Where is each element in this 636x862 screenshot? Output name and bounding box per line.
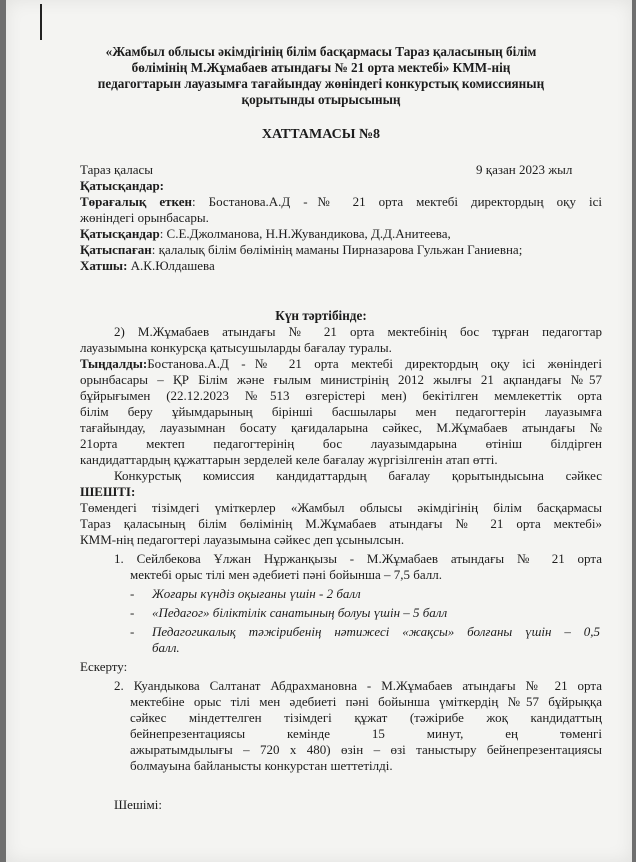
absent-text: : қалалық білім бөлімінің маманы Пирназарова Гульжан Ганиевна; — [151, 242, 523, 257]
candidate-2-line-3: сәйкес міндеттелген тізімдегі құжат (тәжірибе жоқ кандидаттың — [130, 710, 602, 725]
members-label: Қатысқандар — [80, 226, 160, 241]
commission-line: Конкурстық комиссия кандидаттардың бағалау қорытындысына сәйкес — [114, 468, 602, 483]
chair-label: Төрағалық еткен — [80, 194, 192, 209]
candidate-1-line-1: 1. Сейлбекова Ұлжан Нұржанқызы - М.Жұмабаев атындағы № 21 орта — [114, 551, 602, 566]
bullet-1: Жоғары күндіз оқығаны үшін - 2 балл — [152, 586, 361, 601]
listened-line-4: білім беру ұйымдарының бірінші басшылары мен педагогтерін лауазымға — [80, 404, 602, 419]
header-line-1: «Жамбыл облысы әкімдігінің білім басқармасы Тараз қаласының білім — [105, 44, 537, 59]
bullet-2: «Педагог» біліктілік санатының болуы үшін – 5 балл — [152, 605, 448, 620]
decision-heading: ШЕШТІ: — [80, 484, 136, 499]
decision-line-2: Тараз қаласының білім бөлімінің М.Жұмабаев атындағы № 21 орта мектебі» — [80, 516, 602, 531]
note-label: Ескерту: — [80, 659, 128, 674]
chair-line-2: жөніндегі орынбасары. — [80, 210, 209, 225]
header-line-2: бөлімінің М.Жұмабаев атындағы № 21 орта мектебі» КММ-нің — [131, 60, 511, 75]
candidate-2-line-5: ажыратымдылығы – 720 х 480) өзін – өзі таныстыру бейнепрезентациясы — [130, 742, 602, 757]
members-text: : С.Е.Джолманова, Н.Н.Жувандикова, Д.Д.Анитеева, — [159, 226, 451, 241]
agenda-item-line-1: 2) М.Жұмабаев атындағы № 21 орта мектебінің бос тұрған педагогтар — [114, 324, 602, 339]
secretary-line — [80, 258, 215, 273]
agenda-item-line-2: лауазымына конкурсқа қатысушыларды бағалау туралы. — [80, 340, 392, 355]
listened-text: Бостанова.А.Д -№ 21 орта мектебі директордың оқу ісі жөніндегі — [147, 356, 602, 371]
document-page — [6, 0, 632, 862]
listened-line-5: тағайындау, лауазымнан босату қағидаларына сәйкес, М.Жұмабаев атындағы № — [80, 420, 602, 435]
decision-line-3: КММ-нің педагогтері лауазымына сәйкес деп ұсынылсын. — [80, 532, 405, 547]
bullet-dash: - — [130, 605, 135, 620]
candidate-1-line-2: мектебі орыс тілі мен әдебиеті пәні бойынша – 7,5 балл. — [130, 567, 443, 582]
resolution-label: Шешімі: — [114, 797, 162, 812]
listened-line-3: бұйрығымен (22.12.2023 №513 өзгерістері мен) бекітілген мемлекеттік орта — [80, 388, 602, 403]
absent-label: Қатыспаған — [80, 242, 152, 257]
pen-mark — [40, 4, 42, 40]
listened-line-1 — [80, 356, 602, 371]
candidate-2-line-2: мектебіне орыс тілі мен әдебиеті пәні бойынша үміткердің №57 бұйрыққа — [130, 694, 602, 709]
header-line-3: педагогтарын лауазымға тағайындау жөніндегі конкурстық комиссияның — [97, 76, 545, 91]
listened-line-6: 21орта мектеп педагогтерінің бос лауазымдарына өтініш білдірген — [80, 436, 602, 451]
candidate-2-line-4: бейнепрезентациясы кемінде 15 минут, ең төменгі — [130, 726, 602, 741]
city: Тараз қаласы — [80, 162, 154, 177]
header-line-4: қорытынды отырысының — [241, 92, 401, 107]
chair-line — [80, 194, 602, 209]
participants-heading: Қатысқандар: — [80, 178, 165, 193]
absent-line — [80, 242, 522, 257]
decision-line-1: Төмендегі тізімдегі үміткерлер «Жамбыл облысы әкімдігінің білім басқармасы — [80, 500, 602, 515]
agenda-heading: Күн тәртібінде: — [275, 308, 367, 323]
bullet-3: Педагогикалық тәжірибенің нәтижесі «жақсы» болғаны үшін – 0,5 — [152, 624, 600, 639]
members-line — [80, 226, 451, 241]
protocol-title: ХАТТАМАСЫ №8 — [261, 127, 381, 142]
bullet-3-continuation: балл. — [152, 640, 180, 655]
candidate-2-line-6: болмауына байланысты конкурстан шеттетілді. — [130, 758, 393, 773]
chair-text: : Бостанова.А.Д -№ 21 орта мектебі директордың оқу ісі — [191, 194, 602, 209]
listened-label: Тыңдалды: — [80, 356, 148, 371]
listened-line-2: орынбасары – ҚР Білім және ғылым министрінің 2012 жылғы 21 ақпандағы №57 — [80, 372, 602, 387]
secretary-text: А.К.Юлдашева — [127, 258, 215, 273]
bullet-dash: - — [130, 586, 135, 601]
listened-line-7: кандидаттардың құжаттарын зерделей келе бағалау жүргізілгенін атап өтті. — [80, 452, 498, 467]
date: 9 қазан 2023 жыл — [476, 162, 573, 177]
candidate-2-line-1: 2. Куандыкова Салтанат Абдрахмановна - М.Жұмабаев атындағы № 21 орта — [114, 678, 602, 693]
bullet-dash: - — [130, 624, 135, 639]
secretary-label: Хатшы: — [80, 258, 128, 273]
